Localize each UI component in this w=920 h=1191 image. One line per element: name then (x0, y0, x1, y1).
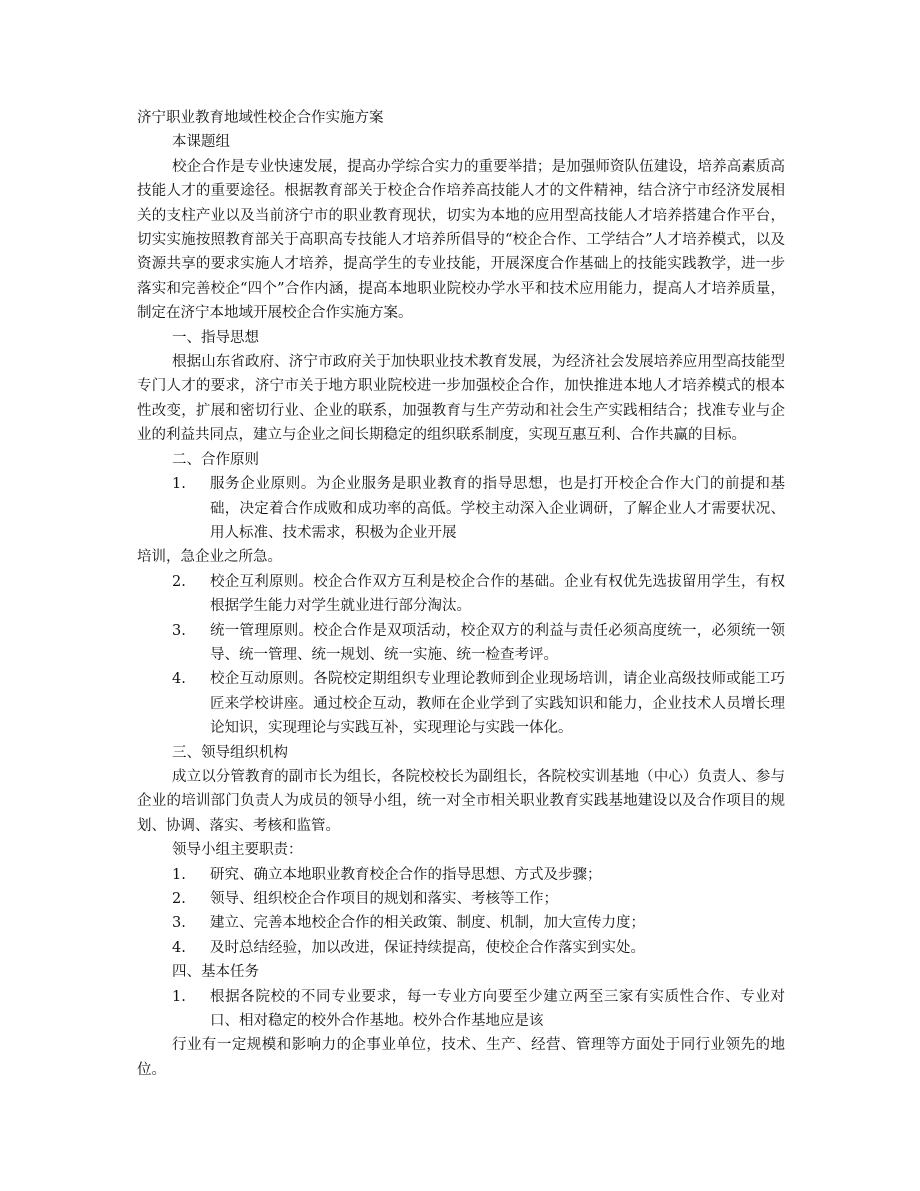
list-item (137, 619, 785, 668)
list-item-text: 校企互利原则。校企合作双方互利是校企合作的基础。企业有权优先选拔留用学生，有权根据学生能力对学生就业进行部分淘汰。 (210, 573, 785, 615)
list-item-text: 校企互动原则。各院校定期组织专业理论教师到企业现场培训，请企业高级技师或能工巧匠来学校讲座。通过校企互动，教师在企业学到了实践知识和能力，企业技术人员增长理论知识，实现理论与实践互补，实现理论与实践一体化。 (210, 671, 785, 737)
continuation-text: 培训，急企业之所急。 (137, 549, 282, 566)
list-item (137, 667, 785, 740)
list-item-text: 建立、完善本地校企合作的相关政策、制度、机制，加大宣传力度； (210, 915, 645, 932)
list-item (137, 570, 785, 619)
leadership-paragraph: 成立以分管教育的副市长为组长，各院校校长为副组长，各院校实训基地（中心）负责人、参与企业的培训部门负责人为成员的领导小组，统一对全市相关职业教育实践基地建设以及合作项目的规划、协调、落实、考核和监管。 (137, 768, 785, 834)
list-item (137, 887, 785, 911)
list-item-number: 1. (172, 866, 186, 883)
guiding-ideology-paragraph: 根据山东省政府、济宁市政府关于加快职业技术教育发展，为经济社会发展培养应用型高技能型专门人才的要求，济宁市关于地方职业院校进一步加强校企合作，加快推进本地人才培养模式的根本性改变，扩展和密切行业、企业的联系，加强教育与生产劳动和社会生产实践相结合；找准专业与企业的利益共同点，建立与企业之间长期稳定的组织联系制度，实现互惠互利、合作共赢的目标。 (137, 354, 785, 444)
list-item-text: 领导、组织校企合作项目的规划和落实、考核等工作； (210, 891, 558, 907)
list-item-text: 根据各院校的不同专业要求，每一专业方向要至少建立两至三家有实质性合作、专业对口、相对稳定的校外合作基地。校外合作基地应是该 (210, 988, 785, 1030)
document-title: 济宁职业教育地域性校企合作实施方案 (137, 110, 384, 126)
list-item (137, 936, 785, 960)
section-heading-guiding-ideology: 一、指导思想 (172, 329, 259, 346)
list-item-number: 4. (172, 939, 186, 956)
list-item-text: 及时总结经验，加以改进，保证持续提高，使校企合作落实到实处。 (210, 939, 645, 956)
list-item-number: 3. (172, 915, 186, 932)
document-body (137, 106, 785, 1082)
list-item-number: 2. (172, 573, 186, 590)
list-item-text: 研究、确立本地职业教育校企合作的指导思想、方式及步骤； (210, 866, 602, 883)
continuation-text: 行业有一定规模和影响力的企事业单位，技术、生产、经营、管理等方面处于同行业领先的地位。 (137, 1037, 785, 1078)
section-heading-leadership: 三、领导组织机构 (172, 744, 288, 761)
list-item-number: 4. (172, 671, 186, 688)
document-author: 本课题组 (172, 134, 230, 151)
list-item-number: 1. (172, 988, 186, 1005)
section-heading-principles: 二、合作原则 (172, 451, 259, 468)
list-item (137, 863, 785, 887)
list-item-number: 3. (172, 622, 186, 639)
list-item-number: 2. (172, 891, 186, 907)
intro-paragraph: 校企合作是专业快速发展，提高办学综合实力的重要举措；是加强师资队伍建设，培养高素质高技能人才的重要途径。根据教育部关于校企合作培养高技能人才的文件精神，结合济宁市经济发展相关的支柱产业以及当前济宁市的职业教育现状，切实为本地的应用型高技能人才培养搭建合作平台，切实实施按照教育部关于高职高专技能人才培养所倡导的“校企合作、工学结合”人才培养模式，以及资源共享的要求实施人才培养，提高学生的专业技能，开展深度合作基础上的技能实践教学，进一步落实和完善校企“四个”合作内涵，提高本地职业院校办学水平和技术应用能力，提高人才培养质量，制定在济宁本地域开展校企合作实施方案。 (137, 158, 785, 322)
list-item-text: 统一管理原则。校企合作是双项活动，校企双方的利益与责任必须高度统一，必须统一领导、统一管理、统一规划、统一实施、统一检查考评。 (210, 622, 785, 663)
section-heading-tasks: 四、基本任务 (172, 964, 259, 981)
list-item (137, 472, 785, 545)
list-item-number: 1. (172, 476, 186, 493)
duties-label: 领导小组主要职责： (172, 842, 303, 859)
list-item-text: 服务企业原则。为企业服务是职业教育的指导思想，也是打开校企合作大门的前提和基础，决定着合作成败和成功率的高低。学校主动深入企业调研，了解企业人才需要状况、用人标准、技术需求，积极为企业开展 (210, 476, 785, 541)
list-item (137, 985, 785, 1034)
list-item (137, 911, 785, 935)
